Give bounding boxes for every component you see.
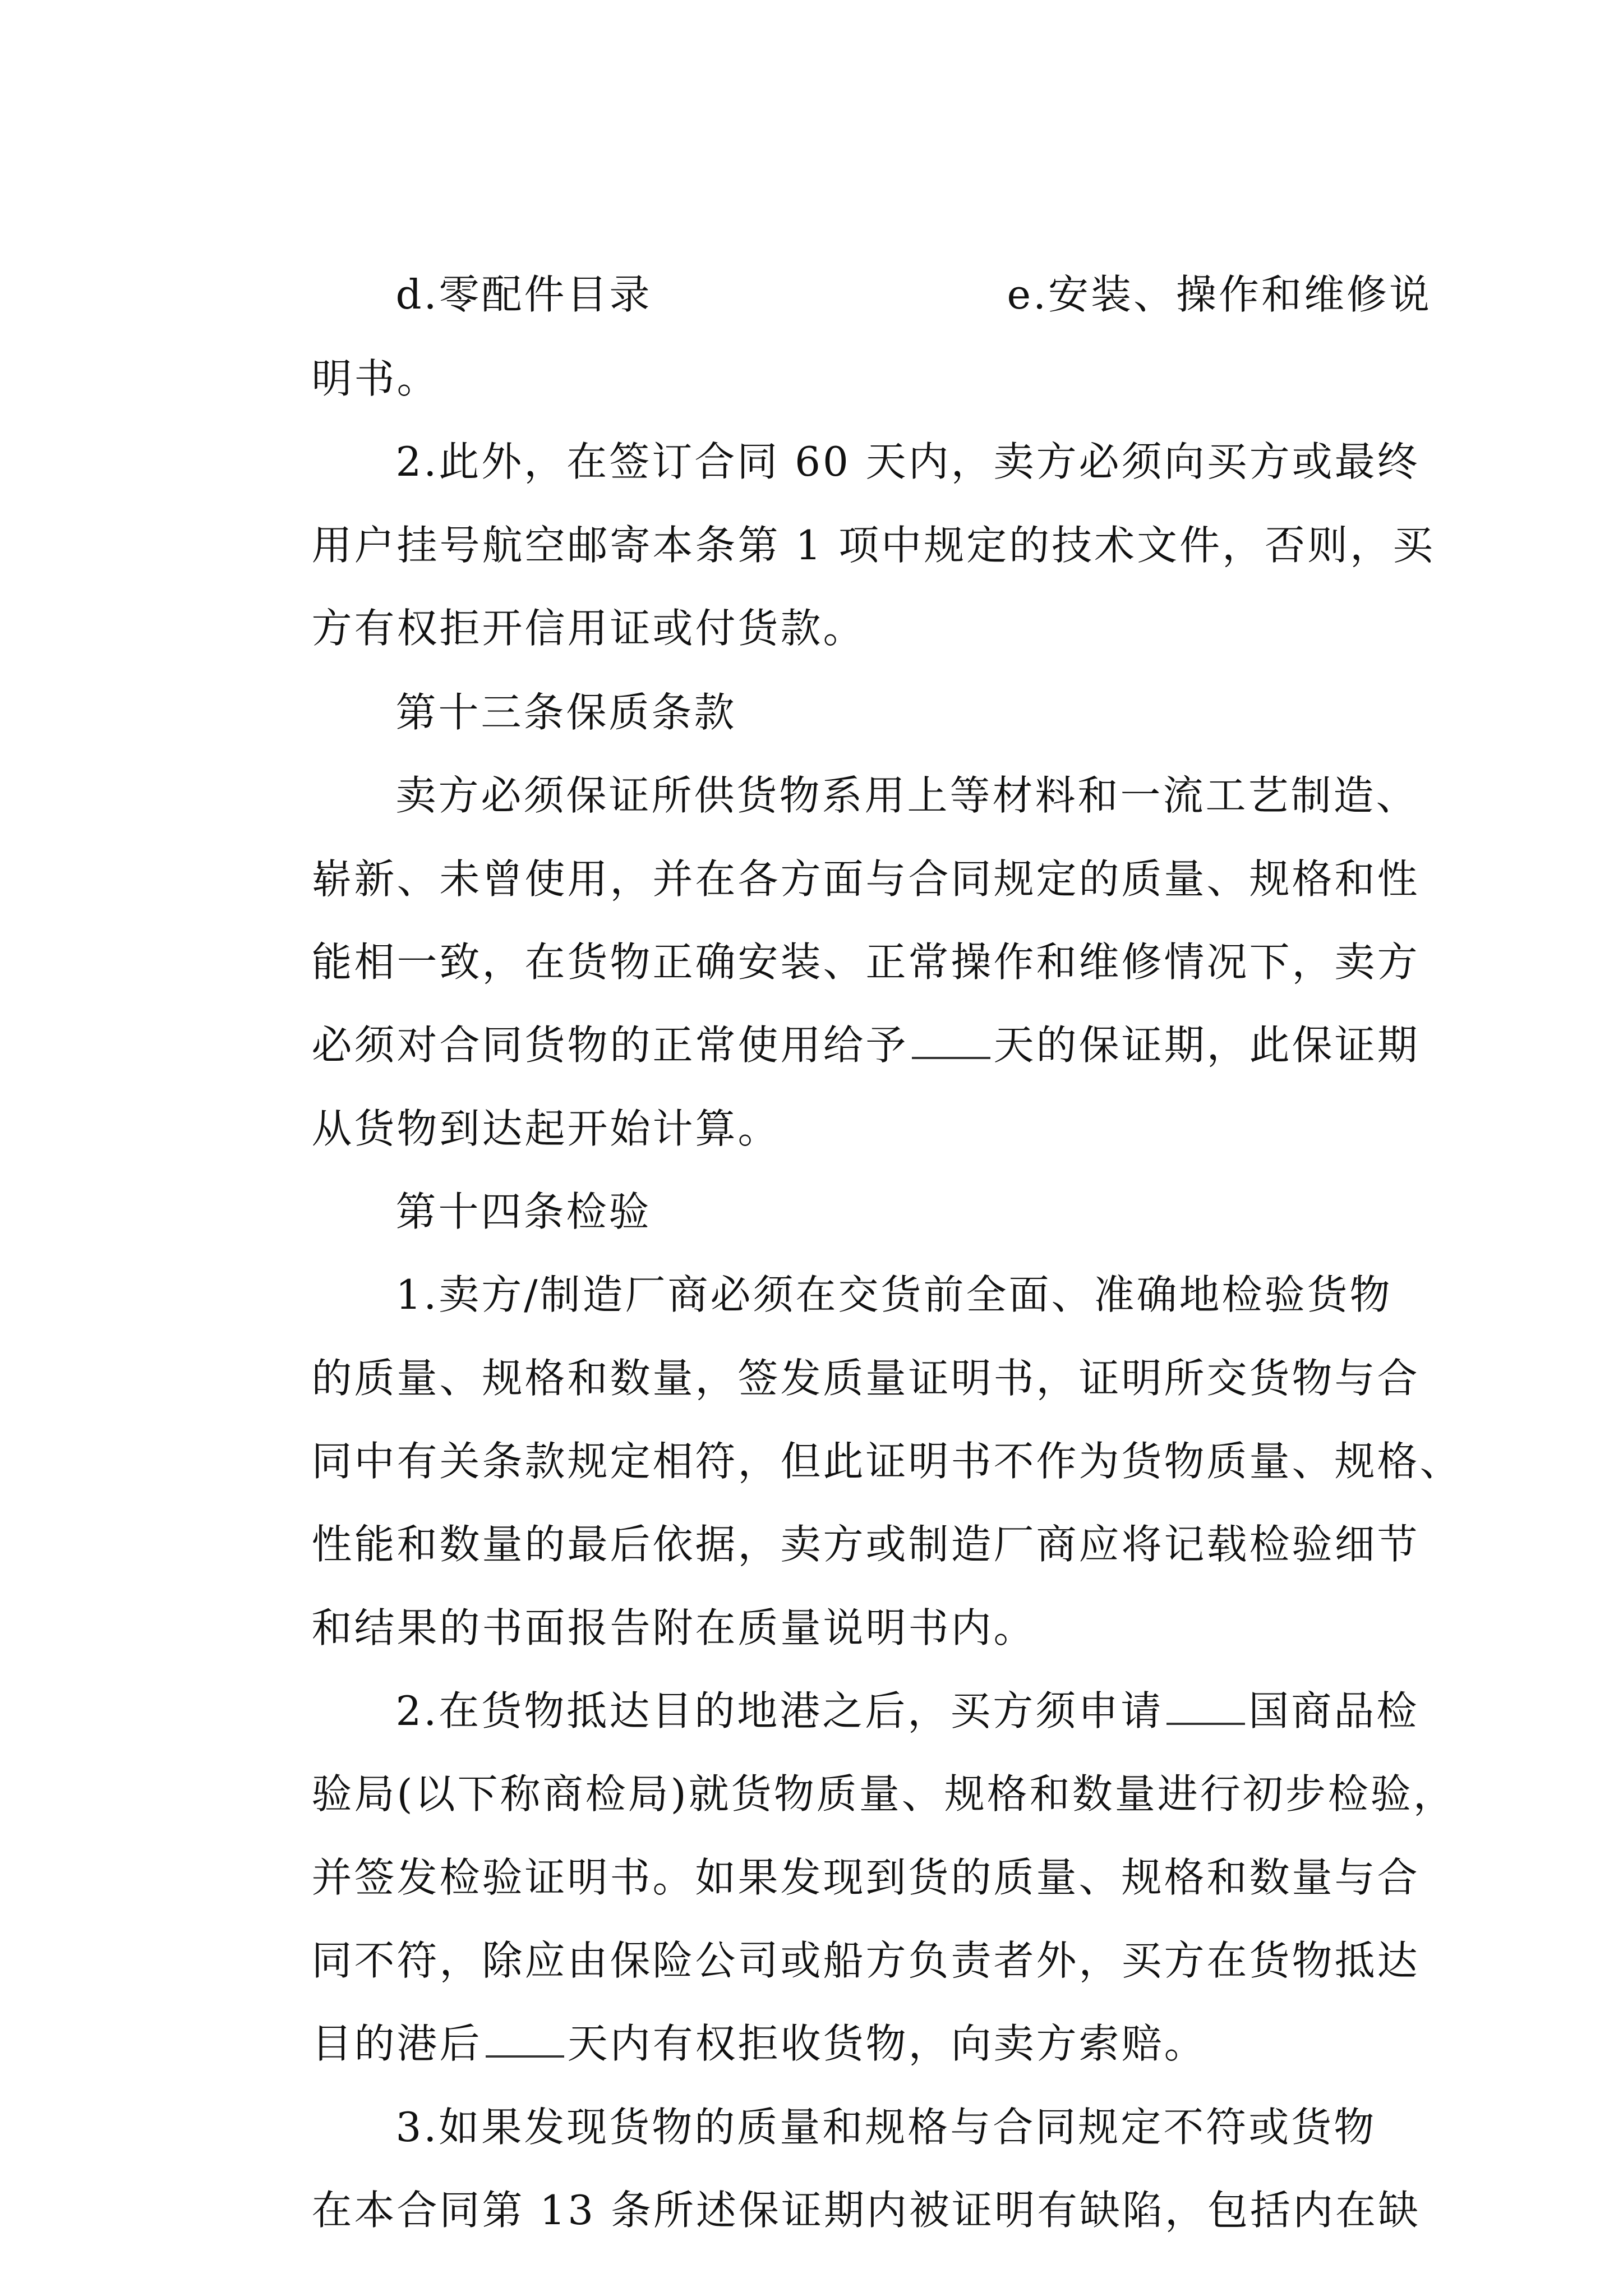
paragraph-line: 崭新、未曾使用，并在各方面与合同规定的质量、规格和性 [311, 855, 1420, 903]
paragraph-line: 的质量、规格和数量，签发质量证明书，证明所交货物与合 [311, 1355, 1420, 1402]
paragraph-line: 能相一致，在货物正确安装、正常操作和维修情况下，卖方 [311, 938, 1420, 986]
paragraph-line: 目的港后 天内有权拒收货物，向卖方索赔。 [251, 1959, 1207, 2128]
paragraph-line: 必须对合同货物的正常使用给予 天的保证期，此保证期 [251, 961, 1420, 1129]
list-item-e [947, 210, 1432, 379]
paragraph-line: 在本合同第 13 条所述保证期内被证明有缺陷，包括内在缺 [311, 2187, 1421, 2234]
text-line: 明书。 [311, 355, 440, 402]
paragraph-line: 卖方必须保证所供货物系用上等材料和一流工艺制造、 [395, 772, 1419, 819]
fill-in-blank [912, 1018, 990, 1059]
paragraph-line: 1.卖方/制造厂商必须在交货前全面、准确地检验货物 [395, 1271, 1393, 1318]
paragraph-line: 从货物到达起开始计算。 [311, 1105, 781, 1152]
list-item-e-text: e.安装、操作和维修说 [1007, 271, 1432, 318]
paragraph-line: 同中有关条款规定相符，但此证明书不作为货物质量、规格、 [311, 1438, 1463, 1485]
paragraph-line: 验局(以下称商检局)就货物质量、规格和数量进行初步检验， [311, 1770, 1456, 1818]
paragraph-line: 同不符，除应由保险公司或船方负责者外，买方在货物抵达 [311, 1937, 1420, 1984]
list-item-d-text: d.零配件目录 [395, 271, 652, 318]
paragraph-line: 并签发检验证明书。如果发现到货的质量、规格和数量与合 [311, 1854, 1420, 1901]
paragraph-line: 用户挂号航空邮寄本条第 1 项中规定的技术文件，否则，买 [311, 522, 1436, 569]
paragraph-line: 2.此外，在签订合同 60 天内，卖方必须向买方或最终 [395, 438, 1420, 485]
article-heading: 第十四条检验 [395, 1188, 652, 1235]
paragraph-line: 和结果的书面报告附在质量说明书内。 [311, 1604, 1036, 1651]
paragraph-line: 方有权拒开信用证或付货款。 [311, 605, 866, 652]
paragraph-line: 3.如果发现货物的质量和规格与合同规定不符或货物 [395, 2104, 1377, 2151]
paragraph-line: 2.在货物抵达目的地港之后，买方须申请 国商品检 [335, 1627, 1419, 1795]
paragraph-line: 性能和数量的最后依据，卖方或制造厂商应将记载检验细节 [311, 1521, 1420, 1568]
article-heading: 第十三条保质条款 [395, 689, 737, 736]
